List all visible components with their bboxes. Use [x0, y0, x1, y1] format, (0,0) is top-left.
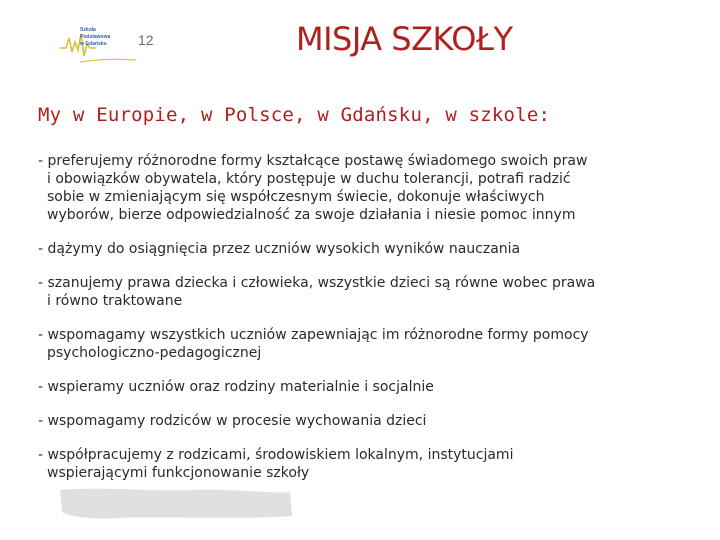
mission-item-line: współpracujemy z rodzicami, środowiskiem lokalnym, instytucjami — [47, 447, 514, 463]
bullet-dash: - — [38, 241, 44, 257]
page-title: MISJA SZKOŁY — [296, 20, 513, 58]
bullet-dash: - — [38, 413, 44, 429]
mission-item — [38, 274, 678, 310]
mission-item-line: wspomagamy rodziców w procesie wychowania dzieci — [47, 413, 427, 429]
logo-number: 12 — [138, 32, 154, 48]
logo-line-2: Podstawowa — [80, 34, 111, 40]
mission-item — [38, 152, 678, 224]
mission-item-line: wspieramy uczniów oraz rodziny materialnie i socjalnie — [47, 379, 434, 395]
mission-item — [38, 326, 678, 362]
section-subtitle: My w Europie, w Polsce, w Gdańsku, w szkole: — [38, 104, 551, 126]
mission-item-line: szanujemy prawa dziecka i człowieka, wszystkie dzieci są równe wobec prawa — [47, 275, 596, 291]
bullet-dash: - — [38, 379, 44, 395]
mission-item-line: wspierającymi funkcjonowanie szkoły — [47, 465, 310, 481]
mission-item-line: psychologiczno-pedagogicznej — [47, 345, 262, 361]
mission-item — [38, 446, 678, 482]
mission-item-line: sobie w zmieniającym się współczesnym świecie, dokonuje właściwych — [47, 189, 545, 205]
bullet-dash: - — [38, 275, 44, 291]
mission-item — [38, 412, 678, 430]
mission-item-line: i obowiązków obywatela, który postępuje w duchu tolerancji, potrafi radzić — [47, 171, 571, 187]
logo-line-3: w Gdańsku — [80, 41, 107, 47]
bullet-dash: - — [38, 447, 44, 463]
mission-item-line: preferujemy różnorodne formy kształcące postawę świadomego swoich praw — [47, 153, 588, 169]
school-logo — [58, 22, 158, 66]
logo-text — [80, 27, 110, 48]
mission-item — [38, 240, 678, 258]
mission-item-line: i równo traktowane — [47, 293, 183, 309]
logo-line-1: Szkoła — [80, 27, 96, 33]
bullet-dash: - — [38, 327, 44, 343]
mission-item — [38, 378, 678, 396]
mission-list — [38, 152, 678, 498]
bullet-dash: - — [38, 153, 44, 169]
mission-item-line: wyborów, bierze odpowiedzialność za swoje działania i niesie pomoc innym — [47, 207, 576, 223]
mission-item-line: dążymy do osiągnięcia przez uczniów wysokich wyników nauczania — [47, 241, 521, 257]
mission-item-line: wspomagamy wszystkich uczniów zapewniając im różnorodne formy pomocy — [47, 327, 589, 343]
